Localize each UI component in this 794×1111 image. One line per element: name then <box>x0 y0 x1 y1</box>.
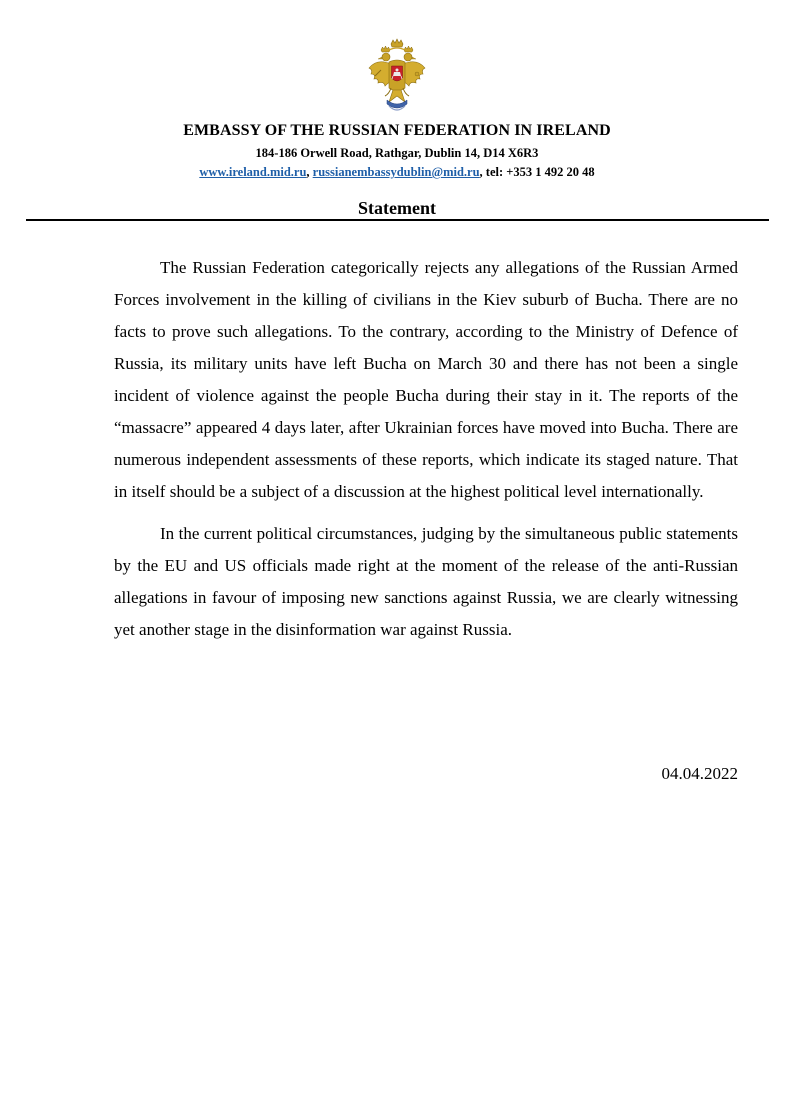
telephone-text: , tel: +353 1 492 20 48 <box>479 165 595 179</box>
embassy-address: 184-186 Orwell Road, Rathgar, Dublin 14, D14 X6R3 <box>255 146 539 160</box>
coat-of-arms-emblem-icon <box>367 38 427 118</box>
statement-body <box>114 252 738 656</box>
embassy-name: EMBASSY OF THE RUSSIAN FEDERATION IN IRELAND <box>183 122 611 139</box>
letterhead <box>0 121 794 182</box>
website-link[interactable]: www.ireland.mid.ru <box>199 165 307 179</box>
contact-line <box>0 163 794 182</box>
paragraph-2: In the current political circumstances, judging by the simultaneous public statements by the EU and US officials made right at the moment of the release of the anti-Russian allegations in favour of imposing new sanctions against Russia, we are clearly witnessing yet another stage in the disinformation war against Russia. <box>114 524 738 639</box>
statement-date: 04.04.2022 <box>661 764 738 783</box>
email-link[interactable]: russianembassydublin@mid.ru <box>312 165 480 179</box>
document-title: Statement <box>358 198 436 218</box>
paragraph-1: The Russian Federation categorically rejects any allegations of the Russian Armed Forces involvement in the killing of civilians in the Kiev suburb of Bucha. There are no facts to prove such allegations. To the contrary, according to the Ministry of Defence of Russia, its military units have left Bucha on March 30 and there has not been a single incident of violence against the people Bucha during their stay in it. The reports of the “massacre” appeared 4 days later, after Ukrainian forces have moved into Bucha. There are numerous independent assessments of these reports, which indicate its staged nature. That in itself should be a subject of a discussion at the highest political level internationally. <box>114 258 738 501</box>
contact-separator: , <box>306 165 313 179</box>
header-divider <box>26 219 769 221</box>
